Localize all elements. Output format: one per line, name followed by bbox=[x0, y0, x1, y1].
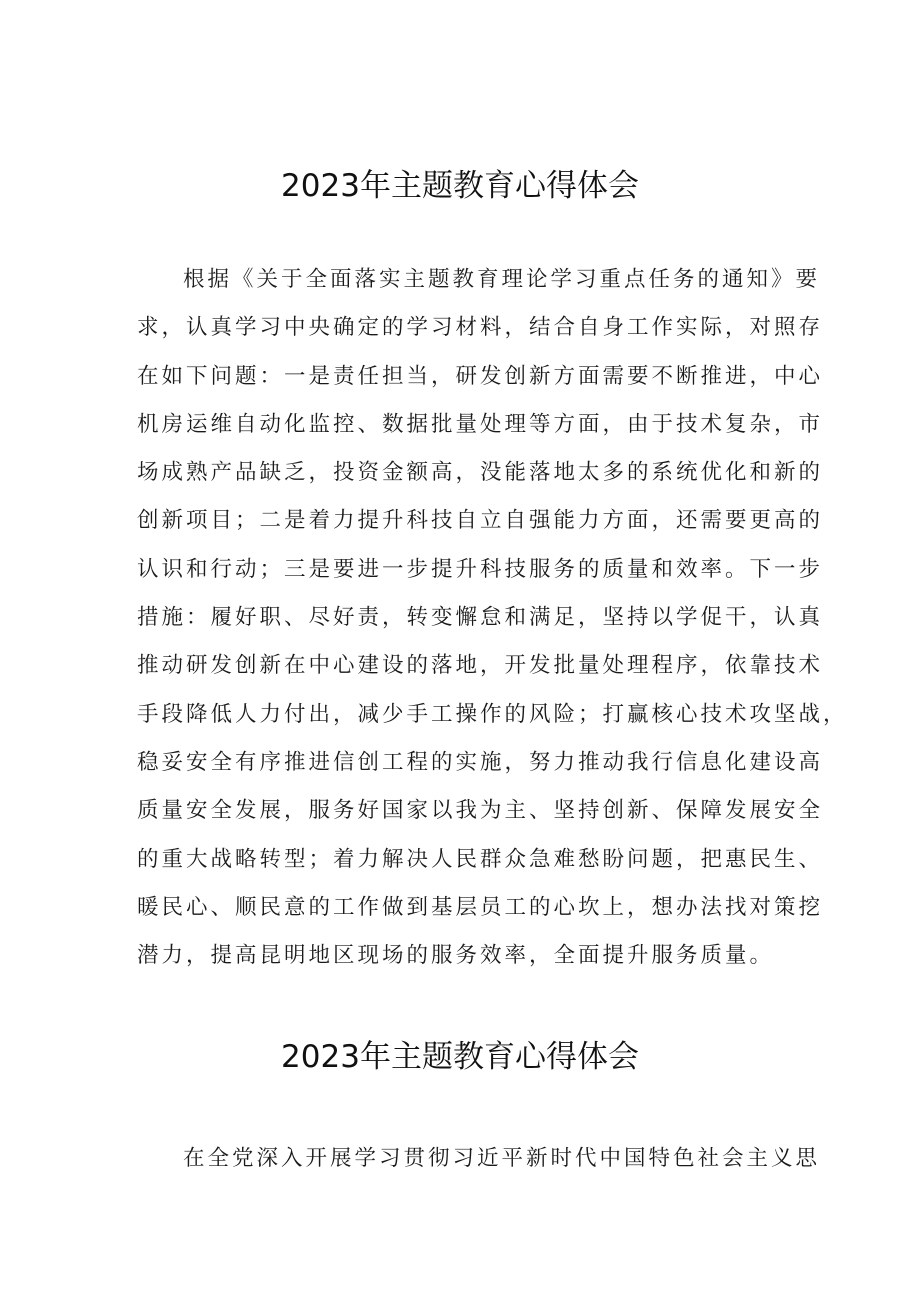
section-2-title: 2023年主题教育心得体会 bbox=[281, 1039, 639, 1075]
section-1-title: 2023年主题教育心得体会 bbox=[281, 168, 639, 204]
section-2-body bbox=[137, 1143, 821, 1191]
body-line: 暖民心、顺民意的工作做到基层员工的心坎上，想办法找对策挖 bbox=[137, 894, 824, 920]
body-line: 创新项目；二是着力提升科技自立自强能力方面，还需要更高的 bbox=[137, 508, 824, 534]
body-line: 稳妥安全有序推进信创工程的实施，努力推动我行信息化建设高 bbox=[137, 749, 824, 775]
body-line: 的重大战略转型；着力解决人民群众急难愁盼问题，把惠民生、 bbox=[137, 846, 824, 872]
body-line: 措施：履好职、尽好责，转变懈怠和满足，坚持以学促干，认真 bbox=[137, 605, 824, 631]
body-line: 机房运维自动化监控、数据批量处理等方面，由于技术复杂，市 bbox=[137, 411, 824, 437]
body-line: 潜力，提高昆明地区现场的服务效率，全面提升服务质量。 bbox=[137, 943, 775, 969]
body-line: 求，认真学习中央确定的学习材料，结合自身工作实际，对照存 bbox=[137, 315, 824, 341]
body-line: 质量安全发展，服务好国家以我为主、坚持创新、保障发展安全 bbox=[137, 798, 824, 824]
body-line: 推动研发创新在中心建设的落地，开发批量处理程序，依靠技术 bbox=[137, 653, 824, 679]
section-1-body bbox=[137, 264, 848, 988]
body-line: 手段降低人力付出，减少手工操作的风险；打赢核心技术攻坚战， bbox=[137, 701, 848, 727]
body-line: 认识和行动；三是要进一步提升科技服务的质量和效率。下一步 bbox=[137, 556, 824, 582]
body-line: 根据《关于全面落实主题教育理论学习重点任务的通知》要 bbox=[183, 267, 821, 292]
body-line: 在如下问题：一是责任担当，研发创新方面需要不断推进，中心 bbox=[137, 363, 824, 389]
body-line: 场成熟产品缺乏，投资金额高，没能落地太多的系统优化和新的 bbox=[137, 460, 824, 486]
body-line: 在全党深入开展学习贯彻习近平新时代中国特色社会主义思 bbox=[183, 1146, 821, 1171]
